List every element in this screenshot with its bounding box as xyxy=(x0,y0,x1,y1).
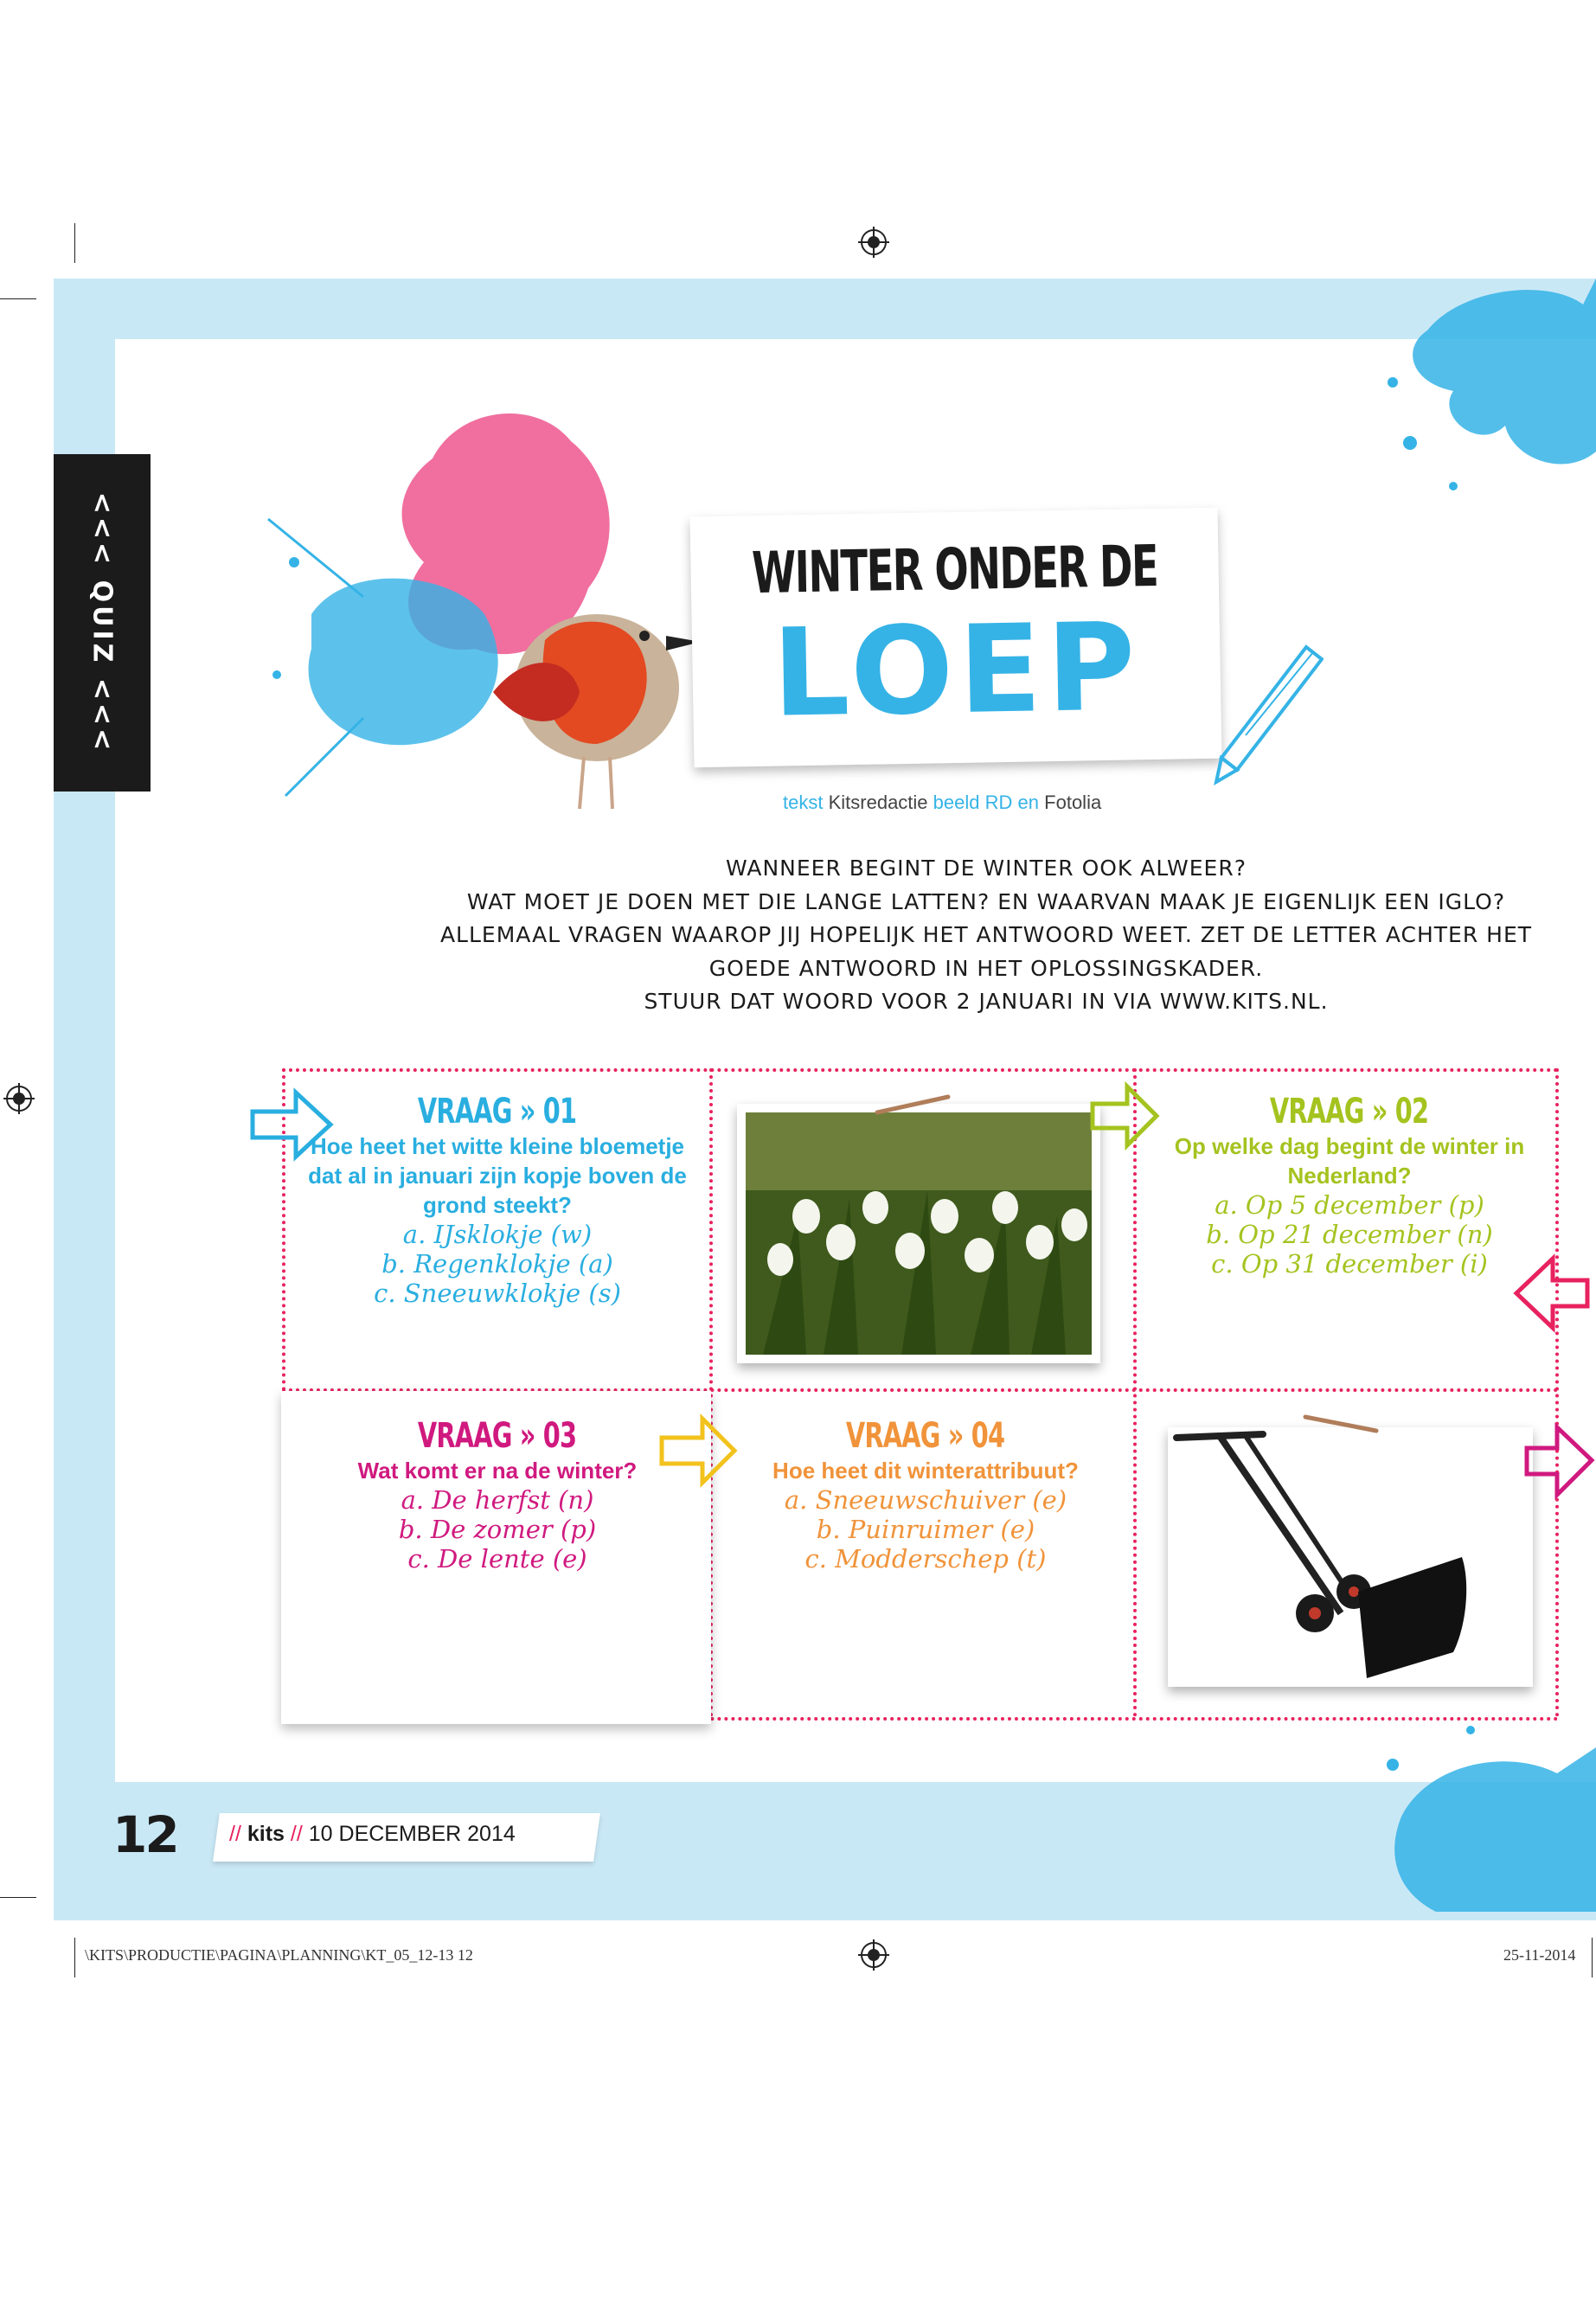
answer-option: b. Regenklokje (a) xyxy=(381,1249,613,1279)
title-line-1: WINTER ONDER DE xyxy=(751,532,1158,607)
paint-splash xyxy=(1375,279,1596,538)
answer-option: c. Modderschep (t) xyxy=(804,1544,1047,1574)
section-tab xyxy=(54,454,151,792)
section-tab-label: <<< QUIZ <<< xyxy=(87,491,118,754)
title-card xyxy=(690,508,1222,768)
question-2 xyxy=(1155,1092,1544,1279)
question-1 xyxy=(294,1092,701,1308)
crop-mark xyxy=(1592,1938,1593,1977)
register-mark-icon xyxy=(3,1083,35,1114)
intro-line: WANNEER BEGINT DE WINTER OOK ALWEER? xyxy=(726,856,1247,881)
answer-option: b. Op 21 december (n) xyxy=(1206,1220,1493,1249)
question-title: VRAAG » 04 xyxy=(846,1416,1005,1456)
print-slug-path: \KITS\PRODUCTIE\PAGINA\PLANNING\KT_05_12-13 12 xyxy=(85,1946,473,1964)
crop-mark xyxy=(0,1897,36,1898)
question-text: Op welke dag begint de winter in Nederland? xyxy=(1174,1133,1525,1189)
answer-option: a. De herfst (n) xyxy=(401,1485,594,1515)
snow-shovel-photo xyxy=(1168,1427,1533,1687)
intro-line: STUUR DAT WOORD VOOR 2 JANUARI IN VIA WWW.KITS.NL. xyxy=(644,989,1329,1014)
grid-border xyxy=(1133,1068,1137,1717)
credits-label: tekst xyxy=(783,792,824,813)
pin-icon xyxy=(1302,1412,1380,1438)
register-mark-icon xyxy=(858,1939,889,1971)
question-text: Hoe heet het witte kleine bloemetje dat al in januari zijn kopje boven de grond steekt? xyxy=(308,1133,687,1218)
title-line-2: LOEP xyxy=(771,597,1142,745)
separator: // xyxy=(229,1822,241,1846)
snowdrop-photo xyxy=(737,1104,1100,1363)
answer-option: b. Puinruimer (e) xyxy=(816,1515,1035,1544)
credits-value: RD xyxy=(984,792,1013,813)
intro-line: GOEDE ANTWOORD IN HET OPLOSSINGSKADER. xyxy=(708,955,1264,981)
question-title: VRAAG » 01 xyxy=(418,1092,577,1131)
pin-icon xyxy=(874,1092,952,1118)
credits-label: beeld xyxy=(933,792,980,813)
credits-value: Kitsredactie xyxy=(828,792,928,813)
answer-option: c. Sneeuwklokje (s) xyxy=(374,1279,621,1308)
grid-border xyxy=(1555,1068,1559,1717)
separator: // xyxy=(290,1822,303,1846)
answer-option: a. IJsklokje (w) xyxy=(402,1220,593,1249)
robin-bird-illustration xyxy=(476,588,718,822)
question-title: VRAAG » 02 xyxy=(1270,1092,1429,1131)
footer-text xyxy=(229,1822,516,1847)
arrow-icon xyxy=(244,1086,339,1163)
question-text: Wat komt er na de winter? xyxy=(357,1458,638,1484)
print-slug-date: 25-11-2014 xyxy=(1503,1946,1576,1964)
answer-option: a. Sneeuwschuiver (e) xyxy=(784,1485,1067,1515)
page-number: 12 xyxy=(112,1805,177,1864)
answer-option: a. Op 5 december (p) xyxy=(1215,1190,1484,1220)
crop-mark xyxy=(74,223,75,263)
intro-line: ALLEMAAL VRAGEN WAAROP JIJ HOPELIJK HET ANTWOORD WEET. ZET DE LETTER ACHTER HET xyxy=(439,922,1533,947)
credits-value: Fotolia xyxy=(1044,792,1102,813)
question-4 xyxy=(727,1416,1125,1574)
intro-text xyxy=(381,852,1592,1019)
arrow-icon xyxy=(1522,1419,1596,1505)
credits xyxy=(783,792,1101,814)
question-title: VRAAG » 03 xyxy=(418,1416,577,1456)
grid-border xyxy=(282,1068,1559,1072)
issue-date: 10 DECEMBER 2014 xyxy=(308,1822,516,1846)
question-text: Hoe heet dit winterattribuut? xyxy=(772,1458,1079,1484)
answer-option: c. Op 31 december (i) xyxy=(1211,1249,1488,1279)
crop-mark xyxy=(74,1938,75,1977)
answer-option: c. De lente (e) xyxy=(407,1544,587,1574)
arrow-icon xyxy=(655,1412,741,1490)
brand-name: kits xyxy=(247,1822,285,1846)
crop-mark xyxy=(0,298,36,299)
question-3 xyxy=(298,1416,696,1574)
arrow-icon xyxy=(1509,1250,1596,1336)
pencil-icon xyxy=(1211,640,1324,787)
arrow-icon xyxy=(1086,1081,1163,1150)
paint-splash xyxy=(1367,1713,1596,1912)
answer-option: b. De zomer (p) xyxy=(398,1515,597,1544)
intro-line: WAT MOET JE DOEN MET DIE LANGE LATTEN? EN WAARVAN MAAK JE EIGENLIJK EEN IGLO? xyxy=(466,888,1506,914)
register-mark-icon xyxy=(858,227,889,258)
credits-label: en xyxy=(1017,792,1040,813)
